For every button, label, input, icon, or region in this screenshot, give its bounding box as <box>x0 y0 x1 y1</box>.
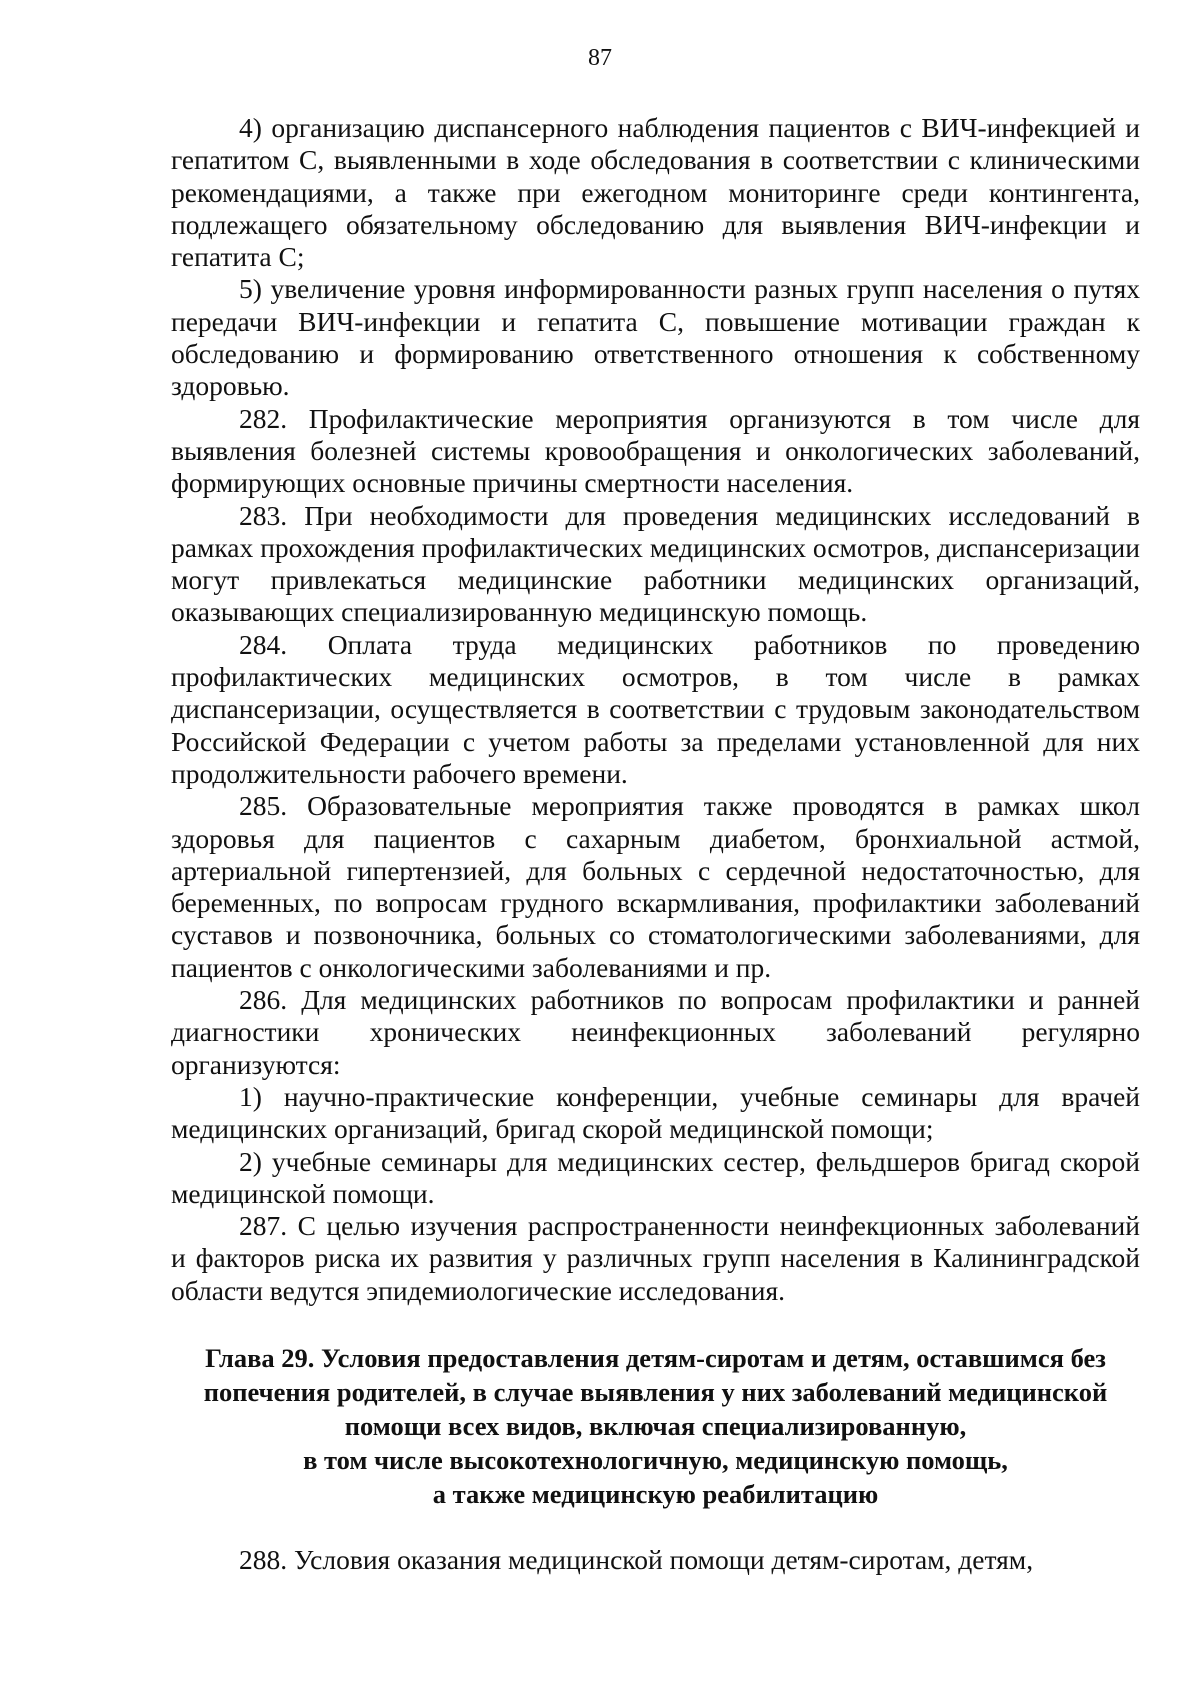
page-number: 87 <box>588 45 612 71</box>
paragraph-282: 282. Профилактические мероприятия организуются в том числе для выявления болезней системы кровообращения и онкологических заболеваний, формирующих основные причины смертности населения. <box>171 402 1140 499</box>
chapter-heading-line: Глава 29. Условия предоставления детям-сиротам и детям, оставшимся без <box>205 1342 1106 1373</box>
paragraph-item-4: 4) организацию диспансерного наблюдения пациентов с ВИЧ-инфекцией и гепатитом С, выявленными в ходе обследования в соответствии с клиническими рекомендациями, а также при ежегодном мониторинге среди контингента, подлежащего обязательному обследованию для выявления ВИЧ-инфекции и гепатита С; <box>171 112 1140 273</box>
chapter-heading-line: помощи всех видов, включая специализированную, <box>344 1410 967 1441</box>
document-body <box>171 112 1140 1576</box>
paragraph-286-item-2: 2) учебные семинары для медицинских сестер, фельдшеров бригад скорой медицинской помощи. <box>171 1145 1140 1209</box>
paragraph-287: 287. С целью изучения распространенности неинфекционных заболеваний и факторов риска их развития у различных групп населения в Калининградской области ведутся эпидемиологические исследования. <box>171 1210 1140 1306</box>
paragraph-283: 283. При необходимости для проведения медицинских исследований в рамках прохождения профилактических медицинских осмотров, диспансеризации могут привлекаться медицинские работники медицинских организаций, оказывающих специализированную медицинскую помощь. <box>171 499 1140 628</box>
paragraph-288: 288. Условия оказания медицинской помощи детям-сиротам, детям, <box>239 1543 1034 1575</box>
paragraph-286: 286. Для медицинских работников по вопросам профилактики и ранней диагностики хронических неинфекционных заболеваний регулярно организуются: <box>171 984 1140 1080</box>
paragraph-285: 285. Образовательные мероприятия также проводятся в рамках школ здоровья для пациентов с сахарным диабетом, бронхиальной астмой, артериальной гипертензией, для больных с сердечной недостаточностью, для беременных, по вопросам грудного вскармливания, профилактики заболеваний суставов и позвоночника, больных со стоматологическими заболеваниями, для пациентов с онкологическими заболеваниями и пр. <box>171 790 1140 983</box>
paragraph-286-item-1: 1) научно-практические конференции, учебные семинары для врачей медицинских организаций, бригад скорой медицинской помощи; <box>171 1080 1140 1145</box>
chapter-heading-line: а также медицинскую реабилитацию <box>432 1478 879 1509</box>
chapter-heading-line: в том числе высокотехнологичную, медицинскую помощь, <box>303 1444 1008 1475</box>
chapter-heading-line: попечения родителей, в случае выявления у них заболеваний медицинской <box>203 1376 1108 1407</box>
chapter-heading <box>171 1341 1140 1511</box>
paragraph-item-5: 5) увеличение уровня информированности разных групп населения о путях передачи ВИЧ-инфекции и гепатита С, повышение мотивации граждан к обследованию и формированию ответственного отношения к собственному здоровью. <box>171 273 1140 402</box>
paragraph-284: 284. Оплата труда медицинских работников по проведению профилактических медицинских осмотров, в том числе в рамках диспансеризации, осуществляется в соответствии с трудовым законодательством Российской Федерации с учетом работы за пределами установленной для них продолжительности рабочего времени. <box>171 628 1140 789</box>
